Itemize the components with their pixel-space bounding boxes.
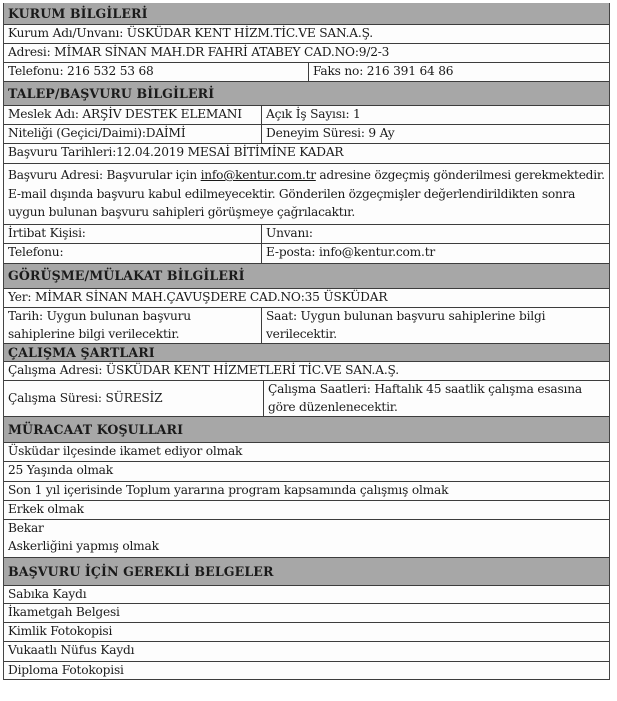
table-row [4,243,609,263]
list-item [4,661,609,680]
table-row [4,143,609,163]
eposta-field: E-posta: info@kentur.com.tr [266,245,436,259]
list-item [4,538,609,557]
deneyim-field: Deneyim Süresi: 9 Ay [266,126,395,140]
list-item [4,622,609,641]
adres-suffix: adresine özgeçmiş gönderilmesi gerekmektedir. E-mail dışında başvuru kabul edilmeyecektir. Gönderilen özgeçmişler değerlendirildikten sonra uygun bulunan başvuru sahipleri görüşmeye çağrılacaktır. [8,168,605,219]
section-title: MÜRACAAT KOŞULLARI [8,421,184,437]
muracaat-item: Bekar [8,521,44,535]
section-title: TALEP/BAŞVURU BİLGİLERİ [8,85,215,101]
list-item [4,442,609,461]
belge-item: Vukaatlı Nüfus Kaydı [8,643,135,657]
kurum-adres-field: Adresi: MİMAR SİNAN MAH.DR FAHRİ ATABEY CAD.NO:9/2-3 [8,45,390,59]
table-row [4,307,609,343]
table-row [4,380,609,416]
adres-prefix: Başvuru Adresi: Başvurular için [8,168,201,182]
unvani-field: Unvanı: [266,226,313,240]
table-row [4,43,609,62]
list-item [4,519,609,538]
table-row [4,163,609,224]
section-title: KURUM BİLGİLERİ [8,5,148,21]
list-item [4,603,609,622]
section-header-belgeler [4,557,609,585]
email-link[interactable]: info@kentur.com.tr [200,168,316,182]
calisma-adresi-field: Çalışma Adresi: ÜSKÜDAR KENT HİZMETLERİ TİC.VE SAN.A.Ş. [8,363,399,377]
kurum-telefon-field: Telefonu: 216 532 53 68 [4,63,309,81]
kurum-adi-field: Kurum Adı/Unvanı: ÜSKÜDAR KENT HİZM.TİC.VE SAN.A.Ş. [8,26,373,40]
belge-item: Diploma Fotokopisi [8,663,124,677]
list-item [4,585,609,603]
belge-item: Kimlik Fotokopisi [8,624,113,638]
list-item [4,500,609,519]
niteligi-field: Niteliği (Geçici/Daimi):DAİMİ [4,125,262,143]
section-header-muracaat [4,416,609,442]
irtibat-telefon-field: Telefonu: [4,244,262,263]
section-title: BAŞVURU İÇİN GEREKLİ BELGELER [8,563,274,579]
gorusme-saat-field: Saat: Uygun bulunan başvuru sahiplerine bilgi verilecektir. [266,309,546,341]
belge-item: İkametgah Belgesi [8,605,120,619]
muracaat-item: Üsküdar ilçesinde ikamet ediyor olmak [8,444,243,458]
list-item [4,461,609,481]
table-row [4,105,609,124]
section-title: GÖRÜŞME/MÜLAKAT BİLGİLERİ [8,268,245,284]
muracaat-item: Askerliğini yapmış olmak [8,539,159,553]
meslek-field: Meslek Adı: ARŞİV DESTEK ELEMANI [4,106,262,124]
job-posting-form-table [3,3,610,680]
section-title: ÇALIŞMA ŞARTLARI [8,344,155,360]
acik-is-field: Açık İş Sayısı: 1 [266,107,361,121]
table-row [4,24,609,43]
calisma-saatleri-field: Çalışma Saatleri: Haftalık 45 saatlik çalışma esasına göre düzenlenecektir. [268,382,582,414]
muracaat-item: Erkek olmak [8,502,84,516]
basvuru-adresi-field [4,164,609,224]
table-row [4,361,609,380]
section-header-calisma [4,343,609,361]
list-item [4,481,609,500]
basvuru-tarihleri-field: Başvuru Tarihleri:12.04.2019 MESAİ BİTİMİNE KADAR [8,145,344,159]
muracaat-item: Son 1 yıl içerisinde Toplum yararına program kapsamında çalışmış olmak [8,483,449,497]
gorusme-tarih-field: Tarih: Uygun bulunan başvuru sahiplerine bilgi verilecektir. [4,308,262,343]
section-header-kurum [4,3,609,24]
table-row [4,224,609,243]
section-header-talep [4,81,609,105]
table-row [4,288,609,307]
table-row [4,62,609,81]
list-item [4,641,609,661]
table-row [4,124,609,143]
irtibat-field: İrtibat Kişisi: [4,225,262,243]
calisma-suresi-field: Çalışma Süresi: SÜRESİZ [4,381,264,416]
belge-item: Sabıka Kaydı [8,587,87,601]
gorusme-yer-field: Yer: MİMAR SİNAN MAH.ÇAVUŞDERE CAD.NO:35 ÜSKÜDAR [8,290,388,304]
muracaat-item: 25 Yaşında olmak [8,463,113,477]
section-header-gorusme [4,263,609,288]
kurum-faks-field: Faks no: 216 391 64 86 [313,64,454,78]
